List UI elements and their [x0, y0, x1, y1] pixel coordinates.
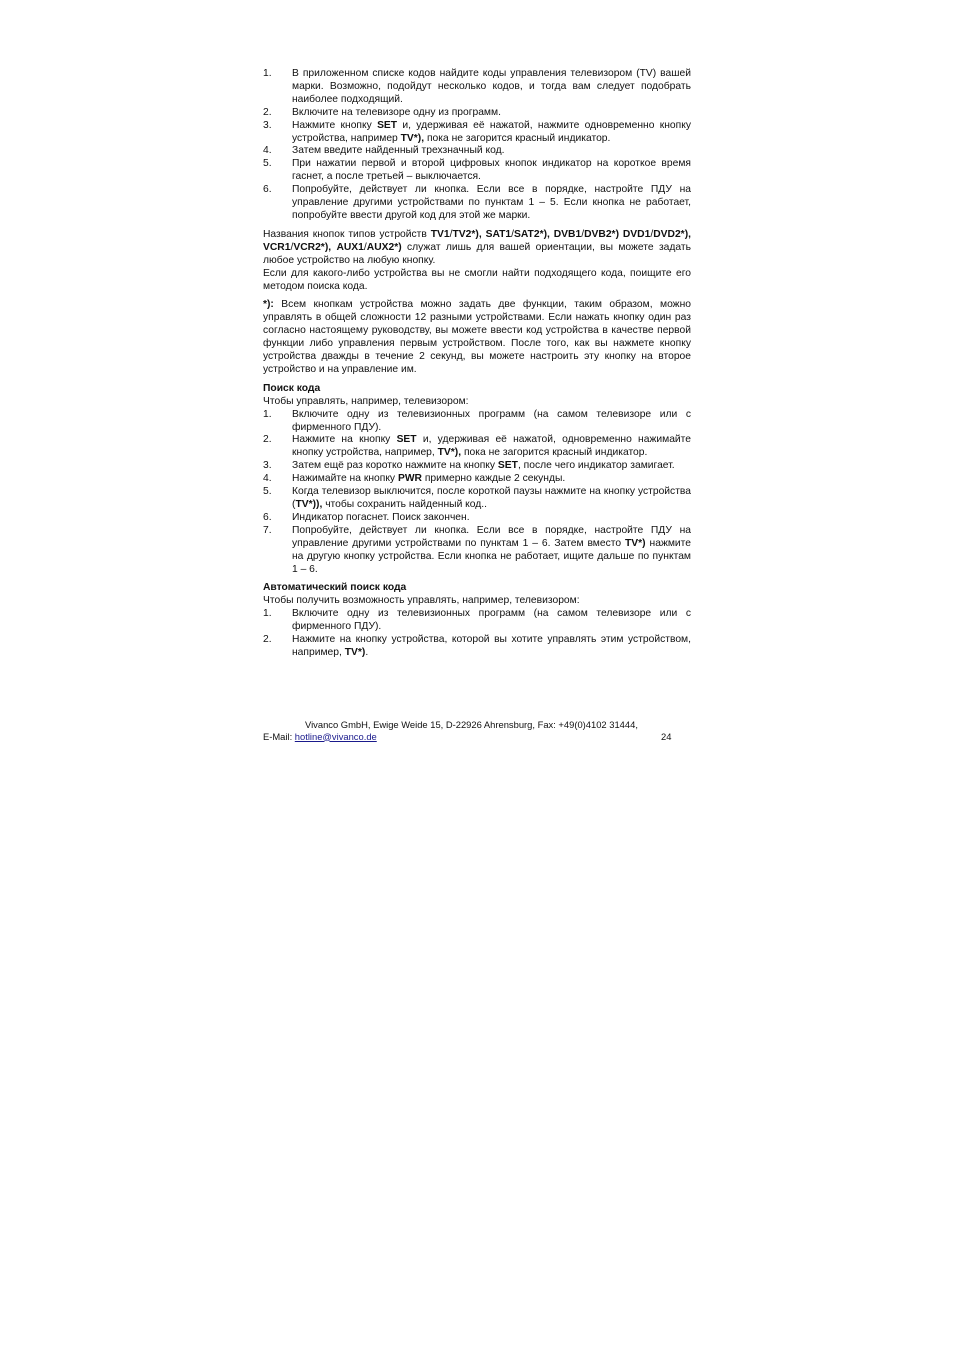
list-item-text [292, 409, 691, 433]
code-search-intro: Чтобы управлять, например, телевизором: [263, 395, 469, 407]
list-item-number: 7. [263, 524, 272, 536]
list-item-text [292, 68, 691, 105]
text-run: / [650, 228, 654, 240]
list-item-text [292, 460, 675, 471]
text-run: и, удерживая её нажатой, нажмите одновременно кнопку устройства, например [292, 119, 691, 144]
list-item [263, 525, 691, 577]
text-run: примерно каждые 2 секунды. [421, 473, 566, 485]
list-item-number: 5. [263, 158, 272, 170]
bold-text: SET [396, 434, 417, 446]
text-run: / [511, 228, 515, 240]
bold-text: DVB1 [553, 228, 582, 240]
list-item-number: 6. [263, 511, 272, 523]
code-search-steps-list [263, 409, 691, 577]
auto-search-intro: Чтобы получить возможность управлять, например, телевизором: [263, 595, 580, 607]
bold-text: SAT1 [485, 228, 512, 240]
text-run: / [581, 228, 585, 240]
bold-text: *): [263, 299, 274, 311]
list-item-text [292, 120, 691, 144]
list-item-number: 3. [263, 119, 272, 131]
text-run: пока не загорится красный индикатор. [424, 132, 611, 144]
page-footer [263, 719, 691, 742]
list-item [263, 145, 691, 158]
email-link[interactable]: hotline@vivanco.de [294, 730, 377, 742]
list-item-text [292, 158, 691, 182]
list-item [263, 120, 691, 146]
text-run: В приложенном списке кодов найдите коды управления телевизором (TV) вашей марки. Возможно, подойдут несколько кодов, и тогда вам следует подобрать наиболее подходящий. [292, 68, 691, 105]
text-run: Включите одну из телевизионных программ (на самом телевизоре или с фирменного ПДУ). [292, 408, 691, 433]
list-item [263, 107, 691, 120]
list-item-number: 2. [263, 634, 272, 646]
footnote-paragraph [263, 299, 691, 376]
text-run: служат лишь для вашей ориентации, вы можете задать любое устройство на любую кнопку. [263, 241, 691, 266]
list-item [263, 184, 691, 223]
setup-steps-list [263, 68, 691, 223]
list-item [263, 486, 691, 512]
list-item-text [292, 107, 501, 118]
text-run: При нажатии первой и второй цифровых кнопок индикатор на короткое время гаснет, а после третьей – выключается. [292, 158, 691, 183]
list-item [263, 460, 691, 473]
bold-text: DVB2*) [584, 228, 619, 240]
list-item-text [292, 145, 504, 156]
text-run: нажмите на другую кнопку устройства. Если кнопка не работает, ищите дальше по пунктам 1 – 6. [292, 537, 691, 575]
bold-text: TV*) [344, 646, 366, 658]
text-run: / [363, 241, 367, 253]
text-run: Нажмите на кнопку [292, 434, 397, 446]
list-item [263, 434, 691, 460]
text-run: Затем введите найденный трехзначный код. [292, 145, 505, 157]
list-item-number: 3. [263, 460, 272, 472]
footer-contact-line [263, 731, 691, 743]
text-run: Затем ещё раз коротко нажмите на кнопку [292, 460, 498, 472]
bold-text: VCR2*), [293, 241, 332, 253]
document-page [263, 68, 691, 660]
list-item [263, 68, 691, 107]
bold-text: DVD1 [622, 228, 651, 240]
list-item-number: 4. [263, 473, 272, 485]
page-number: 24 [661, 730, 672, 742]
text-run: Названия кнопок типов устройств [263, 228, 431, 240]
bold-text: DVD2*), [653, 228, 691, 240]
text-run: / [449, 228, 453, 240]
list-item [263, 158, 691, 184]
auto-search-heading: Автоматический поиск кода [263, 582, 407, 594]
list-item-text [292, 486, 691, 510]
list-item-number: 4. [263, 145, 272, 157]
bold-text: TV*)), [295, 499, 323, 510]
list-item-number: 2. [263, 434, 272, 446]
bold-text: TV*), [400, 132, 425, 144]
list-item-number: 2. [263, 106, 272, 118]
list-item-text [292, 512, 470, 523]
text-run: Попробуйте, действует ли кнопка. Если все в порядке, настройте ПДУ на управление другими устройствами по пунктам 1 – 6. Затем вместо [292, 524, 691, 549]
bold-text: PWR [397, 473, 422, 485]
text-run: Включите одну из телевизионных программ (на самом телевизоре или с фирменного ПДУ). [292, 608, 691, 633]
bold-text: VCR1 [263, 241, 291, 253]
text-run: пока не загорится красный индикатор. [461, 447, 648, 459]
bold-text: AUX2*) [366, 241, 402, 253]
list-item-number: 6. [263, 184, 272, 196]
text-run: . [365, 646, 369, 658]
text-run: Нажмите на кнопку устройства, которой вы хотите управлять этим устройством, например, [292, 634, 691, 658]
text-run: Включите на телевизоре одну из программ. [292, 106, 501, 118]
list-item-text [292, 525, 691, 575]
bold-text: TV*), [437, 447, 462, 459]
list-item-number: 1. [263, 68, 272, 79]
text-run: и, удерживая её нажатой, одновременно нажимайте кнопку устройства, например, [292, 434, 691, 459]
text-run: чтобы сохранить найденный код.. [322, 499, 488, 510]
list-item-text [292, 184, 691, 221]
bold-text: SET [377, 119, 398, 131]
list-item-text [292, 434, 691, 458]
list-item-text [292, 473, 565, 484]
text-run: Индикатор погаснет. Поиск закончен. [292, 511, 470, 523]
bold-text: SAT2*), [514, 228, 550, 240]
list-item-number: 1. [263, 408, 272, 420]
text-run: , после чего индикатор замигает. [517, 460, 675, 472]
text-run: Всем кнопкам устройства можно задать две функции, таким образом, можно управлять в общей сложности 12 разными устройствами. Если нажать кнопку один раз согласно настоящему руководству, вы можете ввести код устройства в качестве первой функции либо управления первым устройством. После того, как вы нажмете кнопку устройства дважды в течение 2 секунд, вы можете настроить эту кнопку на второе устройство и на управление им. [263, 299, 691, 375]
bold-text: TV*) [625, 537, 646, 549]
company-address: Vivanco GmbH, Ewige Weide 15, D-22926 Ahrensburg, Fax: +49(0)4102 31444, [305, 719, 638, 730]
list-item [263, 409, 691, 435]
list-item-text [292, 634, 691, 658]
text-run: Нажимайте на кнопку [292, 473, 398, 485]
text-run: Попробуйте, действует ли кнопка. Если все в порядке, настройте ПДУ на управление другими устройствами по пунктам 1 – 5. Если кнопка не работает, попробуйте ввести другой код для этой же марки. [292, 184, 691, 221]
text-run: Когда телевизор выключится, после короткой паузы нажмите на кнопку устройства ( [292, 486, 691, 510]
bold-text: AUX1 [336, 241, 364, 253]
not-found-paragraph: Если для какого-либо устройства вы не смогли найти подходящего кода, поищите его методом поиска кода. [263, 267, 691, 292]
text-run: / [290, 241, 294, 253]
list-item [263, 608, 691, 634]
auto-search-steps-list [263, 608, 691, 660]
list-item [263, 512, 691, 525]
bold-text: TV2*), [452, 228, 482, 240]
list-item-number: 5. [263, 486, 272, 498]
code-search-heading: Поиск кода [263, 382, 321, 394]
email-label: E-Mail: [263, 730, 295, 742]
list-item [263, 634, 691, 660]
bold-text: TV1 [430, 228, 450, 240]
text-run: Нажмите кнопку [292, 119, 378, 131]
device-names-paragraph [263, 229, 691, 268]
list-item-number: 1. [263, 608, 272, 620]
list-item-text [292, 608, 691, 632]
list-item [263, 473, 691, 486]
bold-text: SET [497, 460, 518, 472]
